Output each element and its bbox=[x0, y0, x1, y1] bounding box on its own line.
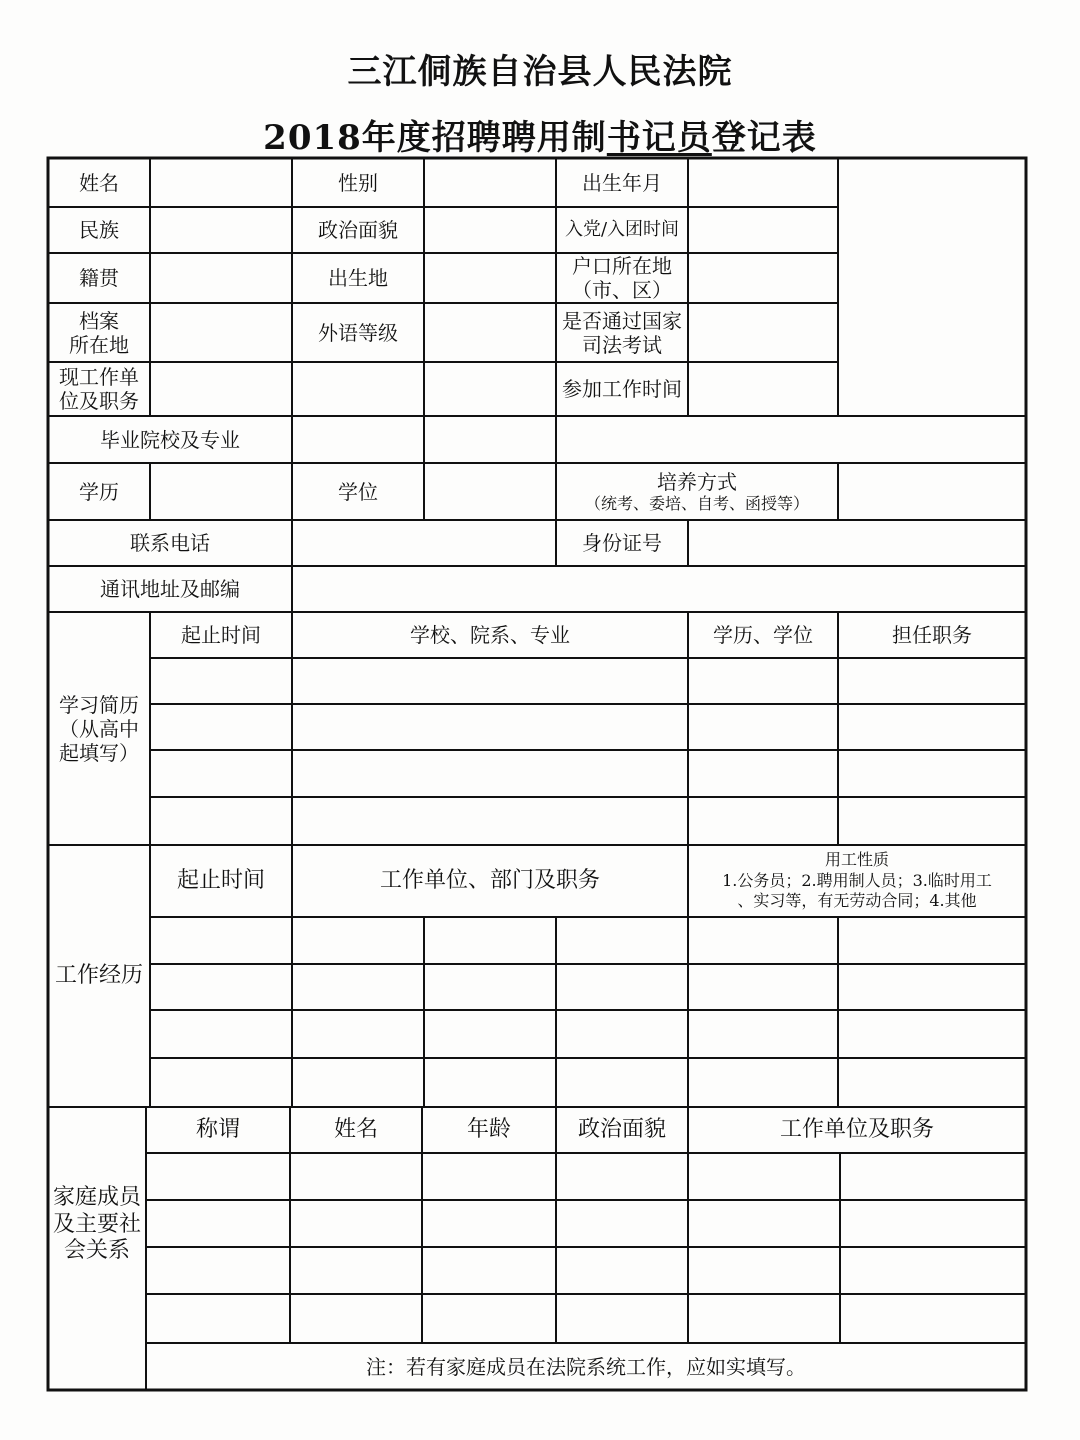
label-education: 学历 bbox=[79, 479, 119, 504]
label-current-job-line1: 现工作单 bbox=[59, 365, 139, 389]
label-training-line2: （统考、委培、自考、函授等） bbox=[584, 493, 809, 513]
family-col-relation: 称谓 bbox=[195, 1116, 240, 1142]
study-label-line2: （从高中 bbox=[59, 716, 139, 741]
label-judicial-line1: 是否通过国家 bbox=[562, 308, 682, 333]
label-training-line1: 培养方式 bbox=[657, 469, 737, 494]
label-archive bbox=[48, 303, 150, 362]
label-archive-line2: 所在地 bbox=[69, 332, 129, 357]
work-start-field[interactable] bbox=[690, 364, 836, 414]
study-col-time: 起止时间 bbox=[181, 623, 261, 647]
label-archive-line1: 档案 bbox=[79, 308, 119, 333]
label-id-number: 身份证号 bbox=[582, 531, 662, 555]
label-name: 姓名 bbox=[79, 170, 119, 195]
label-birthplace: 出生地 bbox=[328, 266, 388, 290]
label-birth: 出生年月 bbox=[582, 170, 662, 195]
phone-field[interactable] bbox=[294, 522, 554, 564]
birth-field[interactable] bbox=[690, 160, 836, 205]
label-phone: 联系电话 bbox=[130, 531, 210, 555]
language-field[interactable] bbox=[426, 305, 554, 360]
title-underlined: 书记员 bbox=[606, 118, 712, 158]
hukou-field[interactable] bbox=[690, 255, 836, 301]
label-school-major: 毕业院校及专业 bbox=[100, 427, 240, 452]
education-field[interactable] bbox=[152, 465, 290, 518]
birthplace-field[interactable] bbox=[426, 255, 554, 301]
address-field[interactable] bbox=[294, 568, 1024, 610]
nature-line1: 1.公务员；2.聘用制人员；3.临时用工 bbox=[722, 870, 992, 890]
gender-field[interactable] bbox=[426, 160, 554, 205]
family-label-line1: 家庭成员 bbox=[52, 1185, 141, 1211]
name-field[interactable] bbox=[152, 160, 290, 205]
family-col-unit: 工作单位及职务 bbox=[779, 1116, 934, 1142]
label-political: 政治面貌 bbox=[318, 218, 398, 242]
label-training bbox=[556, 463, 838, 520]
nature-title: 用工性质 bbox=[824, 849, 889, 869]
label-judicial-exam bbox=[556, 303, 688, 362]
study-col-degree: 学历、学位 bbox=[713, 623, 813, 647]
label-hukou-line2: （市、区） bbox=[572, 278, 672, 302]
work-col-unit: 工作单位、部门及职务 bbox=[379, 867, 600, 893]
form-title-court: 三江侗族自治县人民法院 bbox=[347, 52, 733, 92]
archive-field[interactable] bbox=[152, 305, 290, 360]
label-work-history: 工作经历 bbox=[54, 962, 143, 988]
form-title-year bbox=[0, 110, 1080, 159]
family-col-age: 年龄 bbox=[466, 1116, 511, 1142]
label-address: 通讯地址及邮编 bbox=[100, 577, 240, 601]
family-label-line3: 会关系 bbox=[63, 1238, 130, 1264]
label-language: 外语等级 bbox=[318, 320, 398, 345]
degree-field[interactable] bbox=[426, 465, 554, 518]
photo-area[interactable] bbox=[840, 160, 1024, 414]
native-place-field[interactable] bbox=[152, 255, 290, 301]
family-col-political: 政治面貌 bbox=[577, 1116, 666, 1142]
label-native-place: 籍贯 bbox=[79, 266, 119, 290]
work-col-nature bbox=[688, 845, 1026, 917]
label-study-history bbox=[48, 612, 150, 845]
label-family bbox=[48, 1107, 146, 1343]
label-work-start: 参加工作时间 bbox=[562, 377, 682, 401]
study-col-school: 学校、院系、专业 bbox=[410, 623, 570, 647]
id-number-field[interactable] bbox=[690, 522, 1024, 564]
ethnicity-field[interactable] bbox=[152, 209, 290, 251]
label-gender: 性别 bbox=[338, 170, 378, 195]
label-current-job-line2: 位及职务 bbox=[59, 389, 139, 413]
study-col-position: 担任职务 bbox=[892, 623, 972, 647]
current-job-field[interactable] bbox=[152, 364, 554, 414]
label-current-job bbox=[48, 362, 150, 416]
family-label-line2: 及主要社 bbox=[52, 1211, 141, 1237]
study-label-line3: 起填写） bbox=[59, 740, 139, 765]
judicial-exam-field[interactable] bbox=[690, 305, 836, 360]
label-hukou bbox=[556, 253, 688, 303]
title-prefix: 2018年度招聘聘用制 bbox=[263, 118, 607, 158]
label-hukou-line1: 户口所在地 bbox=[572, 254, 672, 278]
label-degree: 学位 bbox=[338, 479, 378, 504]
political-field[interactable] bbox=[426, 209, 554, 251]
family-col-name: 姓名 bbox=[333, 1116, 378, 1142]
party-time-field[interactable] bbox=[690, 209, 836, 251]
family-note: 注：若有家庭成员在法院系统工作，应如实填写。 bbox=[366, 1354, 806, 1379]
training-field[interactable] bbox=[840, 465, 1024, 518]
label-ethnicity: 民族 bbox=[79, 218, 119, 242]
label-judicial-line2: 司法考试 bbox=[582, 332, 662, 357]
label-party-time: 入党/入团时间 bbox=[564, 219, 680, 241]
work-col-time: 起止时间 bbox=[176, 867, 265, 893]
title-suffix: 登记表 bbox=[711, 118, 817, 158]
study-label-line1: 学习简历 bbox=[59, 692, 139, 717]
nature-line2: 、实习等，有无劳动合同；4.其他 bbox=[737, 891, 977, 911]
school-major-field[interactable] bbox=[294, 418, 1024, 461]
